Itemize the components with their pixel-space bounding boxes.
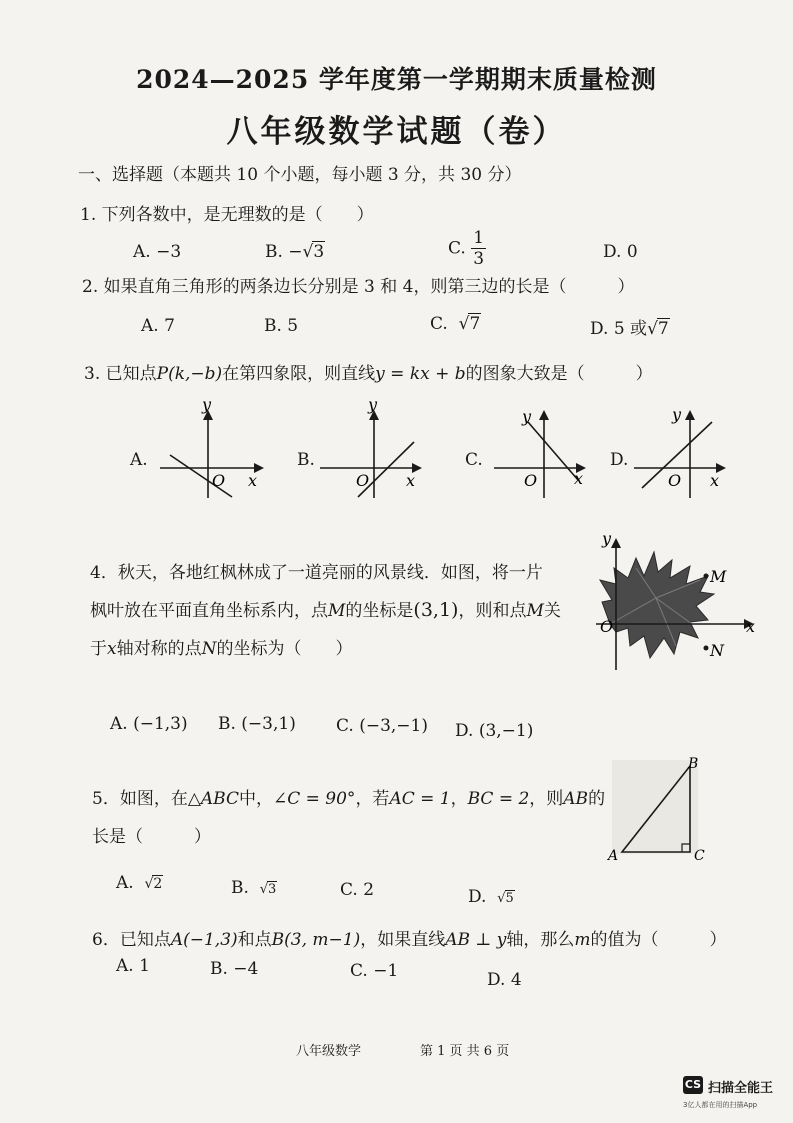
q5-ac: AC = 1 (389, 789, 451, 809)
q3-stem-part1: 3. 已知点 (84, 364, 157, 384)
vertex-b-label: B (688, 756, 699, 772)
q3-stem (84, 362, 653, 386)
point-m-label: M (710, 567, 727, 586)
footer-page-number: 第 1 页 共 6 页 (420, 1044, 510, 1059)
origin-label: O (524, 471, 538, 490)
q4-line2 (90, 598, 561, 623)
q4-line2-part2: 的坐标是 (345, 601, 414, 621)
q3-stem-part3: 的图象大致是（ ） (465, 364, 653, 384)
q6-option-d: D. 4 (487, 970, 522, 990)
q6-stem-part4: 轴，那么 (506, 930, 575, 950)
q4-option-c: C. (−3,−1) (336, 716, 428, 736)
q1-option-c (448, 228, 486, 269)
q4-axis-x: x (107, 639, 117, 659)
q2-option-d-prefix: D. 5 或 (590, 319, 648, 339)
q3-graph-c (492, 400, 592, 500)
q1-option-c-prefix: C. (448, 238, 466, 259)
q1-option-b-prefix: B. − (265, 242, 303, 262)
origin-label: O (212, 471, 226, 490)
q6-stem-part1: 6．已知点 (92, 930, 171, 950)
y-axis-label: y (368, 400, 378, 414)
q3-stem-part2: 在第四象限，则直线 (222, 364, 376, 384)
q1-option-c-denominator: 3 (473, 249, 485, 269)
q5-ab: AB (563, 789, 589, 809)
x-axis-label: x (406, 471, 416, 490)
q5-option-a-prefix: A. (116, 873, 134, 893)
q3-graph-d-label: D. (610, 450, 629, 470)
y-axis-label: y (202, 400, 212, 414)
x-axis-label: x (746, 617, 756, 636)
q4-point-m: M (328, 601, 346, 621)
q1-option-c-fraction (471, 228, 486, 269)
y-axis-label: y (522, 407, 532, 426)
q4-point-n: N (201, 639, 217, 659)
figure-shaded-background (612, 760, 698, 854)
q5-option-a-radicand: 2 (153, 876, 163, 892)
q4-line2-part1: 枫叶放在平面直角坐标系内，点 (90, 601, 328, 621)
q4-option-a: A. (−1,3) (110, 714, 188, 734)
q5-angle: ∠C = 90° (273, 789, 356, 809)
x-axis-label: x (710, 471, 720, 490)
sqrt-symbol: √ (497, 891, 506, 906)
section-heading: 一、选择题（本题共 10 个小题，每小题 3 分，共 30 分） (78, 165, 522, 185)
q4-option-b: B. (−3,1) (218, 714, 296, 734)
sqrt-symbol: √ (259, 882, 269, 897)
q3-graph-b (318, 400, 428, 500)
cs-logo-icon: CS (683, 1076, 703, 1094)
sqrt-symbol: √ (458, 314, 470, 334)
q6-option-a: A. 1 (116, 956, 150, 976)
q4-line2-part3: ，则和点 (458, 601, 527, 621)
q5-option-d-radicand: 5 (505, 891, 514, 906)
footer-subject: 八年级数学 (296, 1044, 362, 1059)
q4-coord-m: (3,1) (413, 599, 459, 621)
maple-leaf-shape (600, 552, 714, 658)
x-axis-label: x (574, 469, 584, 488)
q4-line1: 4．秋天，各地红枫林成了一道亮丽的风景线．如图，将一片 (90, 563, 543, 583)
q1-option-b-radicand: 3 (313, 242, 325, 262)
q2-option-a: A. 7 (141, 316, 175, 336)
vertex-a-label: A (608, 848, 619, 864)
q1-option-c-numerator: 1 (473, 228, 485, 248)
q5-option-d (468, 887, 515, 907)
q1-option-d: D. 0 (603, 242, 638, 262)
q3-graph-b-label: B. (297, 450, 315, 470)
q5-option-b-radicand: 3 (268, 882, 277, 897)
q2-option-d (590, 314, 670, 339)
sqrt-symbol: √ (302, 242, 314, 262)
q6-stem (92, 928, 727, 952)
y-axis-label: y (602, 529, 612, 548)
q4-line2-part4: 关 (543, 601, 561, 621)
q2-option-c-radicand: 7 (469, 314, 481, 334)
q3-graph-d (632, 400, 732, 500)
scanner-app-name: 扫描全能王 (708, 1081, 774, 1096)
origin-label: O (356, 471, 370, 490)
y-axis-arrow (611, 538, 621, 548)
y-axis-arrow (685, 410, 695, 420)
q5-line1-part6: 的 (588, 789, 606, 809)
q5-line1 (92, 787, 605, 811)
q5-option-d-prefix: D. (468, 887, 487, 907)
q5-option-c: C. 2 (340, 880, 375, 900)
q2-option-c (430, 314, 481, 334)
x-axis-label: x (248, 471, 258, 490)
q4-line3-part2: 轴对称的点 (116, 639, 202, 659)
point-n-label: N (710, 641, 724, 660)
sqrt-symbol: √ (647, 319, 658, 339)
q2-option-d-radicand: 7 (657, 319, 669, 339)
q5-option-b (231, 878, 277, 898)
q5-line1-part3: ，若 (355, 789, 390, 809)
origin-label: O (668, 471, 682, 490)
y-axis-label: y (672, 405, 682, 424)
q4-option-d: D. (3,−1) (455, 721, 534, 741)
q5-triangle-figure (604, 756, 714, 868)
q4-line3-part1: 于 (90, 639, 107, 659)
q3-line-equation: y = kx + b (375, 364, 466, 384)
scanner-app-tagline: 3亿人都在用的扫描App (683, 1101, 758, 1109)
q5-bc: BC = 2 (467, 789, 530, 809)
exam-title: 2024—2025 学年度第一学期期末质量检测 (136, 65, 657, 94)
q6-variable-m: m (574, 930, 591, 950)
q1-option-a: A. −3 (133, 242, 182, 262)
q4-point-m2: M (526, 601, 544, 621)
origin-label: O (600, 617, 614, 636)
q6-option-c: C. −1 (350, 961, 399, 981)
q5-triangle: △ABC (187, 789, 239, 809)
q6-stem-part5: 的值为（ ） (590, 930, 727, 950)
q5-line2: 长是（ ） (92, 827, 211, 847)
q2-option-c-prefix: C. (430, 314, 448, 334)
q5-line1-part4: ， (450, 789, 468, 809)
q3-graph-a (150, 400, 270, 500)
q5-option-b-prefix: B. (231, 878, 249, 898)
q6-stem-part3: ，如果直线 (360, 930, 446, 950)
q5-option-a (116, 873, 163, 893)
q6-stem-part2: 和点 (237, 930, 272, 950)
point-m (704, 574, 709, 579)
q3-point: P(k,−b) (156, 364, 223, 384)
y-axis-arrow (539, 410, 549, 420)
q4-line3 (90, 637, 352, 661)
q1-stem: 1. 下列各数中，是无理数的是（ ） (80, 205, 374, 225)
q4-line3-part3: 的坐标为（ ） (216, 639, 353, 659)
vertex-c-label: C (694, 848, 705, 864)
q5-line1-part5: ，则 (529, 789, 564, 809)
q6-perpendicular: AB ⊥ y (445, 930, 507, 950)
sqrt-symbol: √ (144, 876, 154, 892)
q4-maple-leaf-figure (596, 528, 762, 673)
exam-subtitle: 八年级数学试题（卷） (226, 114, 567, 150)
q2-option-b: B. 5 (264, 316, 299, 336)
q6-option-b: B. −4 (210, 959, 259, 979)
q6-point-b: B(3, m−1) (271, 930, 361, 950)
q6-point-a: A(−1,3) (170, 930, 238, 950)
q5-line1-part1: 5．如图，在 (92, 789, 188, 809)
q3-graph-c-label: C. (465, 450, 483, 470)
q5-line1-part2: 中， (239, 789, 273, 809)
q1-option-b (265, 242, 325, 262)
q3-graph-a-label: A. (130, 450, 148, 470)
point-n (704, 646, 709, 651)
q2-stem: 2. 如果直角三角形的两条边长分别是 3 和 4，则第三边的长是（ ） (82, 277, 635, 297)
